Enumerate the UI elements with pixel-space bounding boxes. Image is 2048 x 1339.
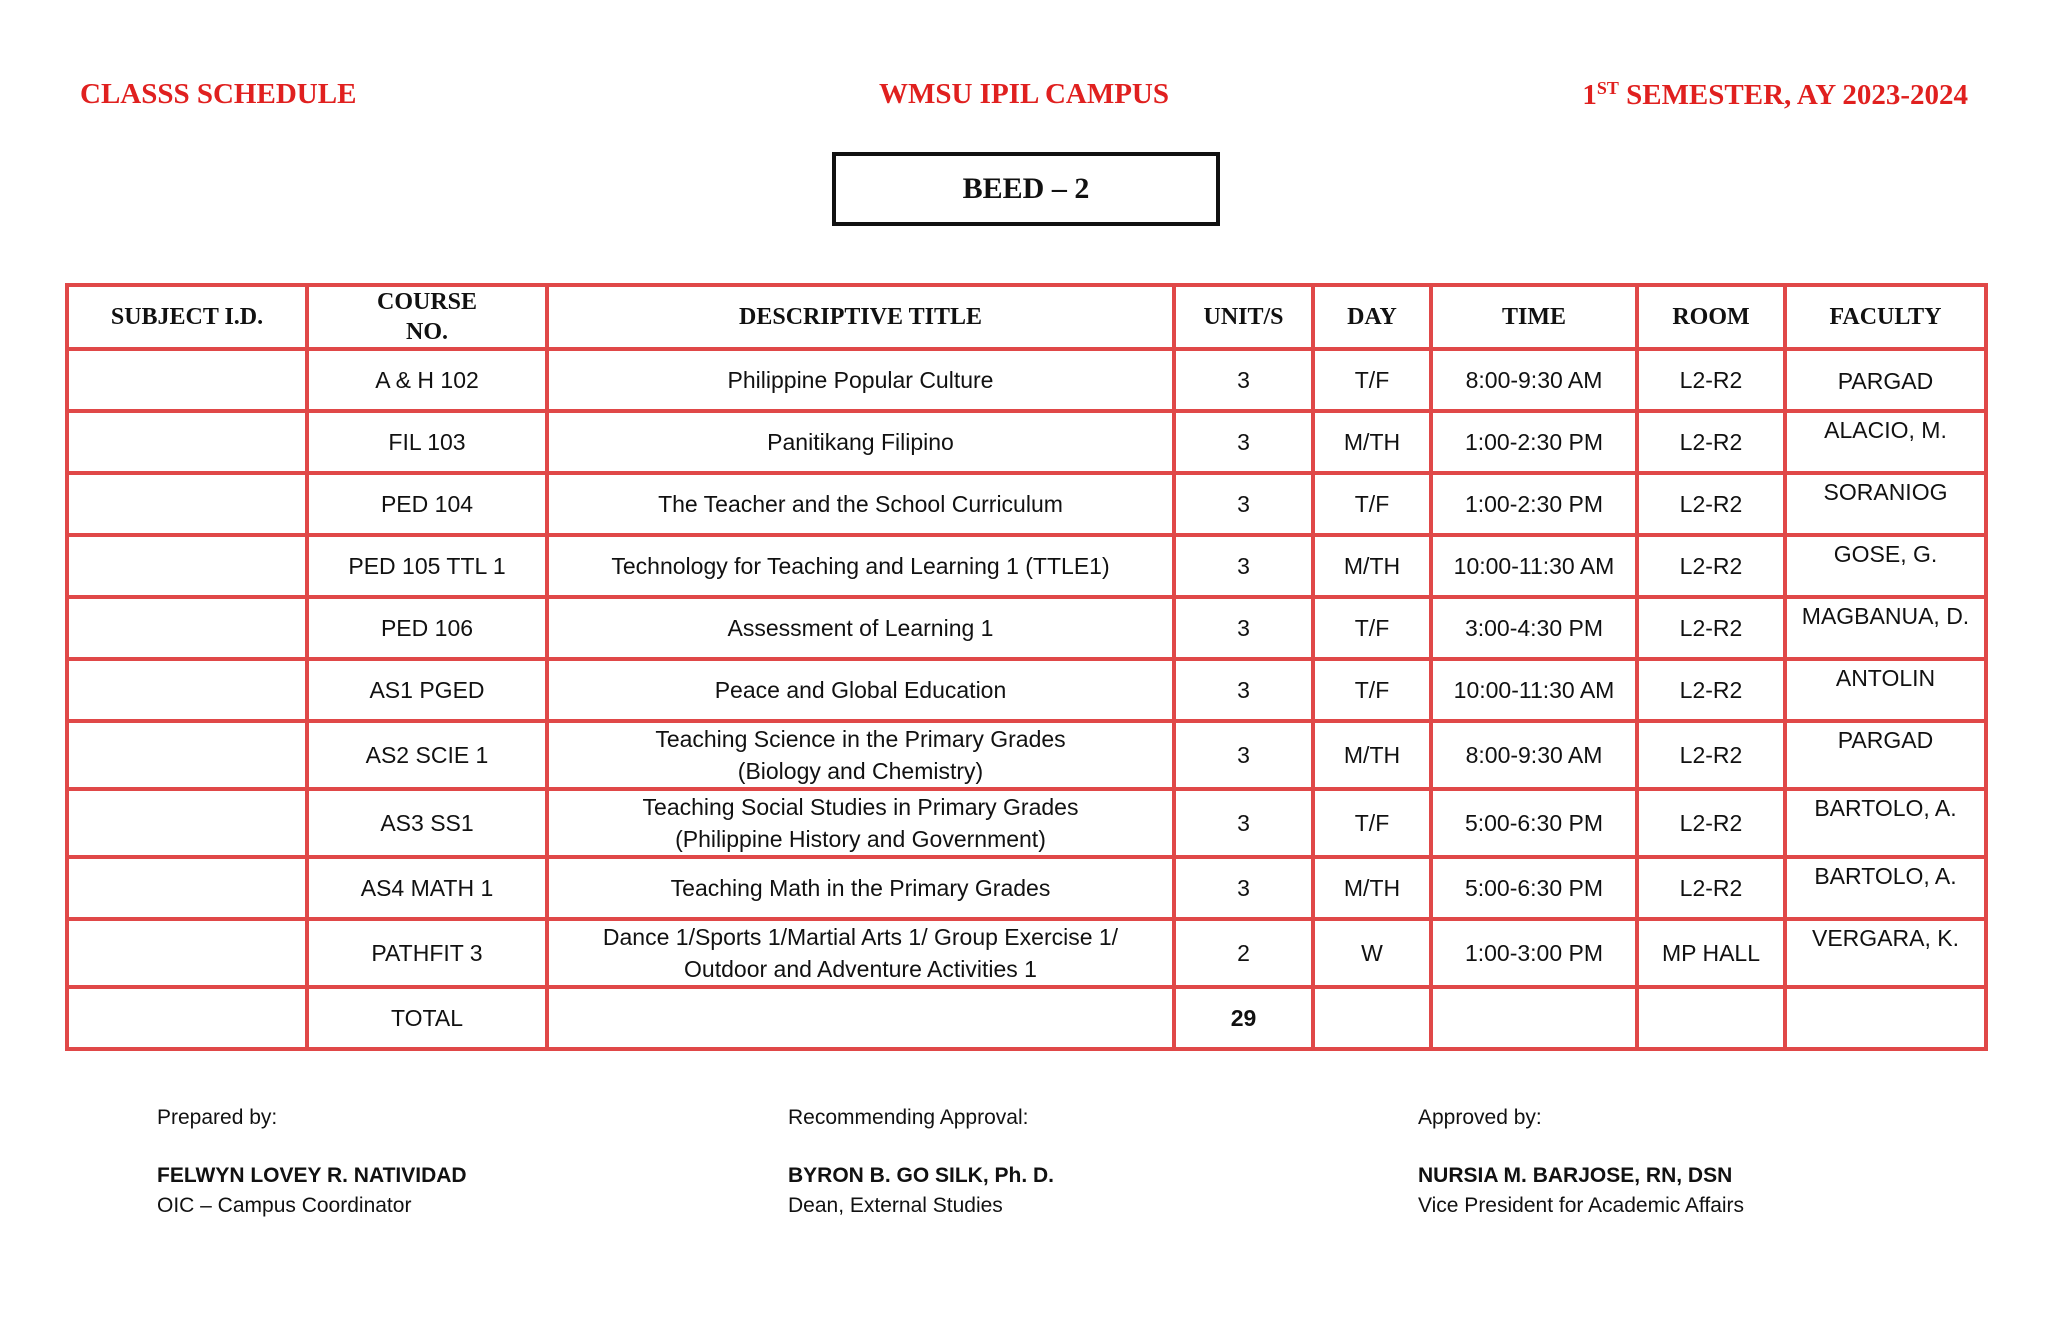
units-cell: 3 xyxy=(1174,349,1313,411)
title-line1: Peace and Global Education xyxy=(714,677,1007,703)
total-label: TOTAL xyxy=(307,987,547,1049)
recommending-approval-position: Dean, External Studies xyxy=(788,1194,1003,1217)
title-line1: The Teacher and the School Curriculum xyxy=(658,491,1063,517)
semester-title xyxy=(1582,78,1968,112)
course-no-cell: AS2 SCIE 1 xyxy=(307,721,547,789)
time-cell: 3:00-4:30 PM xyxy=(1431,597,1637,659)
time-cell: 8:00-9:30 AM xyxy=(1431,349,1637,411)
faculty-cell: PARGAD xyxy=(1785,721,1986,789)
schedule-table xyxy=(65,283,1988,1051)
course-no-cell: A & H 102 xyxy=(307,349,547,411)
faculty-cell: ANTOLIN xyxy=(1785,659,1986,721)
prepared-by-label: Prepared by: xyxy=(157,1106,278,1129)
total-empty-cell xyxy=(1431,987,1637,1049)
units-cell: 3 xyxy=(1174,857,1313,919)
faculty-cell: GOSE, G. xyxy=(1785,535,1986,597)
time-cell: 5:00-6:30 PM xyxy=(1431,789,1637,857)
table-row xyxy=(67,473,1986,535)
time-cell: 5:00-6:30 PM xyxy=(1431,857,1637,919)
units-cell: 3 xyxy=(1174,411,1313,473)
room-cell: L2-R2 xyxy=(1637,597,1785,659)
faculty-cell: MAGBANUA, D. xyxy=(1785,597,1986,659)
day-cell: T/F xyxy=(1313,597,1431,659)
campus-title: WMSU IPIL CAMPUS xyxy=(878,78,1169,110)
subject-id-cell xyxy=(67,473,307,535)
subject-id-cell xyxy=(67,789,307,857)
title-cell xyxy=(547,721,1174,789)
day-cell: M/TH xyxy=(1313,411,1431,473)
title-cell xyxy=(547,473,1174,535)
subject-id-cell xyxy=(67,659,307,721)
header-course-no-line2: NO. xyxy=(406,319,448,345)
title-cell xyxy=(547,659,1174,721)
units-cell: 3 xyxy=(1174,597,1313,659)
title-line2: (Biology and Chemistry) xyxy=(737,758,984,784)
course-no-cell: FIL 103 xyxy=(307,411,547,473)
title-line1: Teaching Social Studies in Primary Grades xyxy=(642,794,1079,820)
subject-id-cell xyxy=(67,349,307,411)
day-cell: T/F xyxy=(1313,789,1431,857)
course-no-cell: AS1 PGED xyxy=(307,659,547,721)
faculty-cell: SORANIOG xyxy=(1785,473,1986,535)
subject-id-cell xyxy=(67,721,307,789)
header-room: ROOM xyxy=(1637,285,1785,349)
room-cell: L2-R2 xyxy=(1637,349,1785,411)
title-cell xyxy=(547,919,1174,987)
faculty-cell: BARTOLO, A. xyxy=(1785,789,1986,857)
section-label: BEED – 2 xyxy=(832,152,1220,226)
subject-id-cell xyxy=(67,411,307,473)
room-cell: MP HALL xyxy=(1637,919,1785,987)
course-no-cell: AS3 SS1 xyxy=(307,789,547,857)
faculty-cell: PARGAD xyxy=(1785,349,1986,411)
title-cell xyxy=(547,349,1174,411)
approved-by-position: Vice President for Academic Affairs xyxy=(1418,1194,1745,1217)
time-cell: 8:00-9:30 AM xyxy=(1431,721,1637,789)
day-cell: M/TH xyxy=(1313,535,1431,597)
table-row xyxy=(67,349,1986,411)
total-row xyxy=(67,987,1986,1049)
title-cell xyxy=(547,411,1174,473)
title-line1: Assessment of Learning 1 xyxy=(727,615,994,641)
time-cell: 1:00-2:30 PM xyxy=(1431,473,1637,535)
semester-number: 1 xyxy=(1582,79,1597,111)
table-body xyxy=(67,349,1986,1049)
time-cell: 1:00-3:00 PM xyxy=(1431,919,1637,987)
title-line1: Teaching Science in the Primary Grades xyxy=(655,726,1066,752)
total-empty-cell xyxy=(67,987,307,1049)
subject-id-cell xyxy=(67,919,307,987)
title-line1: Panitikang Filipino xyxy=(767,429,954,455)
table-row xyxy=(67,411,1986,473)
day-cell: T/F xyxy=(1313,659,1431,721)
title-cell xyxy=(547,535,1174,597)
subject-id-cell xyxy=(67,535,307,597)
header-faculty: FACULTY xyxy=(1785,285,1986,349)
header-units: UNIT/S xyxy=(1174,285,1313,349)
title-line2: (Philippine History and Government) xyxy=(675,826,1046,852)
header-day: DAY xyxy=(1313,285,1431,349)
total-empty-cell xyxy=(1785,987,1986,1049)
recommending-approval-name: BYRON B. GO SILK, Ph. D. xyxy=(788,1164,1055,1187)
title-line1: Philippine Popular Culture xyxy=(727,367,994,393)
schedule-title: CLASSS SCHEDULE xyxy=(80,78,357,110)
course-no-cell: PED 105 TTL 1 xyxy=(307,535,547,597)
title-cell xyxy=(547,857,1174,919)
prepared-by-block xyxy=(157,1106,467,1221)
subject-id-cell xyxy=(67,857,307,919)
header-subject-id: SUBJECT I.D. xyxy=(67,285,307,349)
table-row xyxy=(67,597,1986,659)
title-line2: Outdoor and Adventure Activities 1 xyxy=(684,956,1037,982)
table-row xyxy=(67,721,1986,789)
approved-by-name: NURSIA M. BARJOSE, RN, DSN xyxy=(1418,1164,1733,1187)
day-cell: M/TH xyxy=(1313,721,1431,789)
room-cell: L2-R2 xyxy=(1637,535,1785,597)
semester-ordinal: ST xyxy=(1596,78,1619,98)
time-cell: 1:00-2:30 PM xyxy=(1431,411,1637,473)
faculty-cell: ALACIO, M. xyxy=(1785,411,1986,473)
time-cell: 10:00-11:30 AM xyxy=(1431,535,1637,597)
time-cell: 10:00-11:30 AM xyxy=(1431,659,1637,721)
units-cell: 2 xyxy=(1174,919,1313,987)
recommending-approval-block xyxy=(788,1106,1054,1221)
faculty-cell: VERGARA, K. xyxy=(1785,919,1986,987)
table-row xyxy=(67,659,1986,721)
title-cell xyxy=(547,597,1174,659)
total-empty-cell xyxy=(547,987,1174,1049)
recommending-approval-label: Recommending Approval: xyxy=(788,1106,1029,1129)
units-cell: 3 xyxy=(1174,789,1313,857)
course-no-cell: PED 104 xyxy=(307,473,547,535)
day-cell: M/TH xyxy=(1313,857,1431,919)
units-cell: 3 xyxy=(1174,535,1313,597)
table-header-row xyxy=(67,285,1986,349)
table-row xyxy=(67,789,1986,857)
subject-id-cell xyxy=(67,597,307,659)
room-cell: L2-R2 xyxy=(1637,411,1785,473)
faculty-cell: BARTOLO, A. xyxy=(1785,857,1986,919)
room-cell: L2-R2 xyxy=(1637,721,1785,789)
room-cell: L2-R2 xyxy=(1637,473,1785,535)
header-time: TIME xyxy=(1431,285,1637,349)
units-cell: 3 xyxy=(1174,473,1313,535)
total-empty-cell xyxy=(1313,987,1431,1049)
course-no-cell: AS4 MATH 1 xyxy=(307,857,547,919)
approved-by-label: Approved by: xyxy=(1418,1106,1542,1129)
total-empty-cell xyxy=(1637,987,1785,1049)
table-row xyxy=(67,857,1986,919)
day-cell: T/F xyxy=(1313,473,1431,535)
table-row xyxy=(67,535,1986,597)
title-cell xyxy=(547,789,1174,857)
course-no-cell: PATHFIT 3 xyxy=(307,919,547,987)
title-line1: Technology for Teaching and Learning 1 (TTLE1) xyxy=(611,553,1110,579)
total-units: 29 xyxy=(1174,987,1313,1049)
table-row xyxy=(67,919,1986,987)
units-cell: 3 xyxy=(1174,721,1313,789)
prepared-by-name: FELWYN LOVEY R. NATIVIDAD xyxy=(157,1164,467,1187)
title-line1: Teaching Math in the Primary Grades xyxy=(670,875,1051,901)
semester-text: SEMESTER, AY 2023-2024 xyxy=(1618,79,1968,111)
document-header xyxy=(80,78,1968,118)
room-cell: L2-R2 xyxy=(1637,857,1785,919)
title-line1: Dance 1/Sports 1/Martial Arts 1/ Group Exercise 1/ xyxy=(602,924,1119,950)
header-course-no-line1: COURSE xyxy=(376,289,478,315)
units-cell: 3 xyxy=(1174,659,1313,721)
header-descriptive-title: DESCRIPTIVE TITLE xyxy=(547,285,1174,349)
prepared-by-position: OIC – Campus Coordinator xyxy=(157,1194,412,1217)
day-cell: T/F xyxy=(1313,349,1431,411)
course-no-cell: PED 106 xyxy=(307,597,547,659)
room-cell: L2-R2 xyxy=(1637,789,1785,857)
day-cell: W xyxy=(1313,919,1431,987)
header-course-no xyxy=(307,285,547,349)
room-cell: L2-R2 xyxy=(1637,659,1785,721)
approved-by-block xyxy=(1418,1106,1744,1221)
